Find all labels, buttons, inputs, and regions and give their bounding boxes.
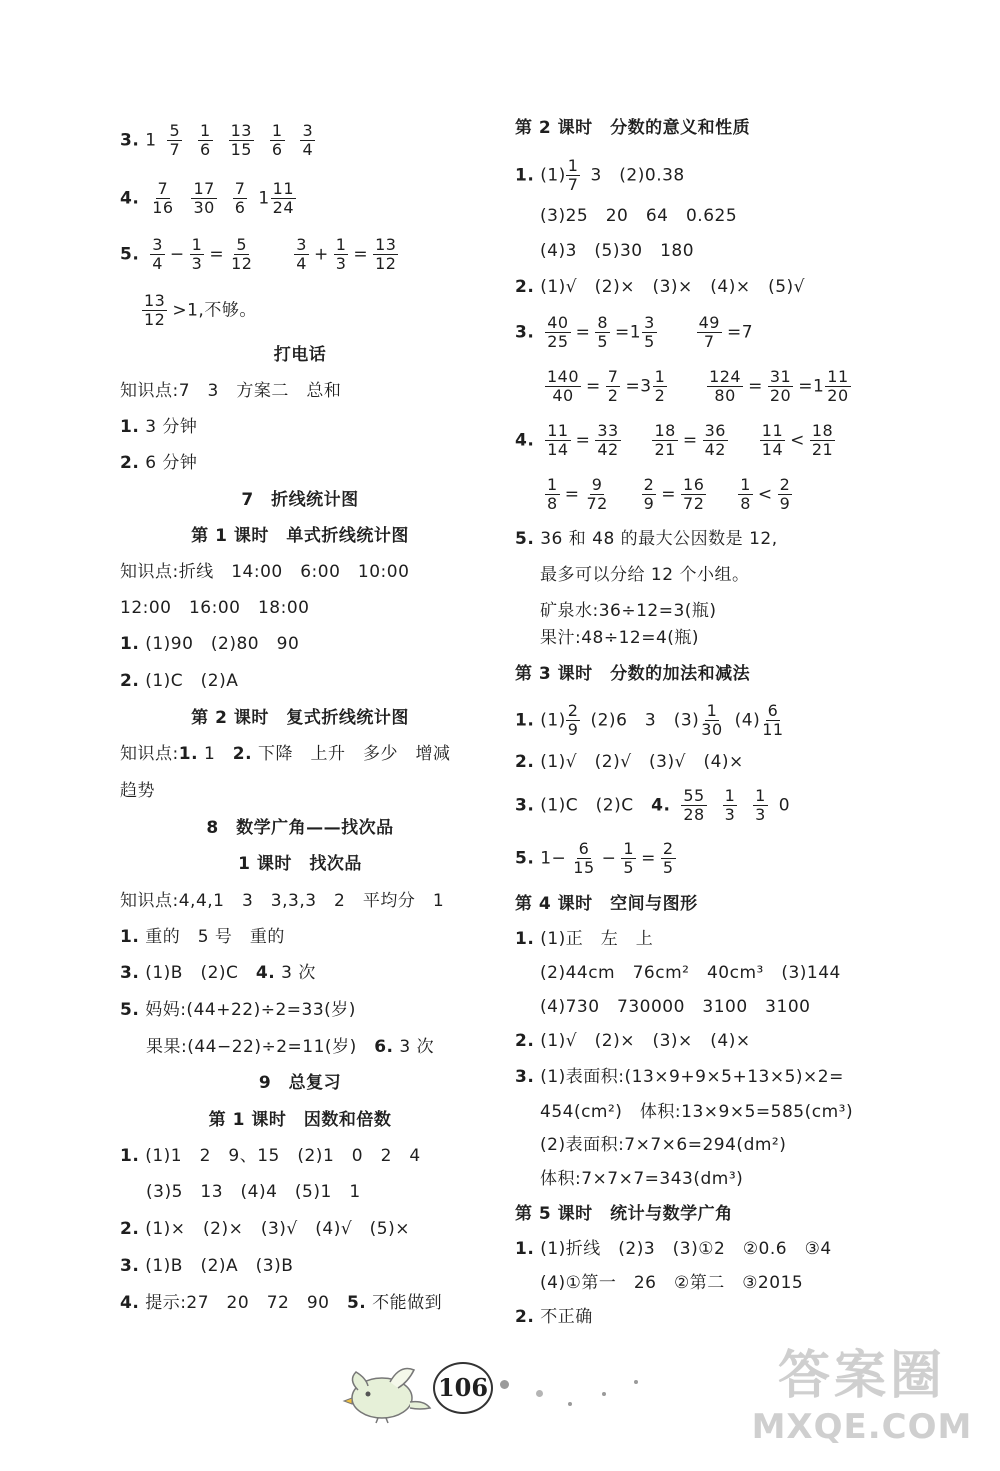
answer-line-cont: 果汁:48÷12=4(瓶) [540,628,700,648]
answer-line-cont: 矿泉水:36÷12=3(瓶) [540,601,717,621]
answer-line: 2. (1)× (2)× (3)√ (4)√ (5)× [120,1219,411,1239]
fraction: $\frac{11}{20}$ [827,367,849,405]
answer-line-cont: (4)3 (5)30 180 [540,241,695,261]
fraction: $\frac{1}{3}$ [191,235,203,273]
answer-line: 3. (1)表面积:(13×9+9×5+13×5)×2= [515,1067,844,1087]
answer-line: 3. (1)B (2)A (3)B [120,1256,294,1276]
chapter-heading: 8 数学广角——找次品 [206,818,394,838]
answer-line: 3. (1)B (2)C 4. 3 次 [120,963,316,983]
fraction: $\frac{8}{5}$ [597,313,608,351]
fraction: $\frac{1}{3}$ [335,235,347,273]
answer-line: 3. (1)C (2)C 4. $\frac{55}{28}$ $\frac{1}{3}$ $\frac{1}{3}$ 0 [515,786,791,824]
answer-line: 5. 36 和 48 的最大公因数是 12, [515,529,778,549]
fraction: $\frac{1}{3}$ [724,786,736,824]
answer-line-cont: 454(cm²) 体积:13×9×5=585(cm³) [540,1102,854,1122]
decorative-dot [536,1390,543,1397]
fraction: $\frac{13}{12}$ [375,235,397,273]
answer-line-cont: (4)730 730000 3100 3100 [540,997,811,1017]
section-heading: 打电话 [273,345,327,365]
fraction: $\frac{1}{30}$ [701,701,723,739]
fraction: $\frac{1}{8}$ [740,475,751,513]
fraction: $\frac{11}{14}$ [547,421,569,459]
answer-line: 2. (1)√ (2)× (3)× (4)× (5)√ [515,277,806,297]
answer-line: 2. 6 分钟 [120,453,198,473]
fraction: $\frac{1}{8}$ [547,475,558,513]
lesson-heading: 第 1 课时 因数和倍数 [208,1110,392,1130]
chapter-heading: 7 折线统计图 [241,490,359,510]
fraction: $\frac{18}{21}$ [654,421,676,459]
answer-line: 2. (1)√ (2)× (3)× (4)× [515,1031,751,1051]
fraction: $\frac{1}{5}$ [623,839,635,877]
fraction: $\frac{3}{5}$ [644,313,655,351]
fraction: $\frac{49}{7}$ [698,313,720,351]
lesson-heading: 第 5 课时 统计与数学广角 [515,1204,733,1224]
watermark: 答案圈 MXQE.COM [751,1346,973,1447]
fraction: $\frac{31}{20}$ [769,367,792,405]
answer-line: 5. 1− $\frac{6}{15}$ − $\frac{1}{5}$ = $\frac{2}{5}$ [515,839,674,877]
fraction: $\frac{7}{6}$ [234,179,246,217]
fraction: $\frac{2}{9}$ [643,475,655,513]
answer-line: 1. 重的 5 号 重的 [120,927,285,947]
answer-line: 2. 不正确 [515,1307,593,1327]
answer-4-fractions-cont: $\frac{1}{8}$ = $\frac{9}{72}$ $\frac{2}{9}$ = $\frac{16}{72}$ $\frac{1}{8}$ < $\frac{2}{9}$ [547,475,791,513]
knowledge-point: 知识点:折线 14:00 6:00 10:00 [120,562,410,582]
answer-line-cont: (2)表面积:7×7×6=294(dm²) [540,1135,787,1155]
answer-5-equation: 5. $\frac{3}{4}$ − $\frac{1}{3}$ = $\frac{5}{12}$ $\frac{3}{4}$ + $\frac{1}{3}$ = $\frac{13}{12}$ [120,235,397,273]
answer-line-cont: (4)①第一 26 ②第二 ③2015 [540,1273,804,1293]
fraction: $\frac{6}{15}$ [573,839,595,877]
knowledge-point-cont: 趋势 [120,781,155,801]
fraction: $\frac{124}{80}$ [709,367,742,405]
answer-line: 1. (1) $\frac{2}{9}$ (2)6 3 (3) $\frac{1}{30}$ (4) $\frac{6}{11}$ [515,701,784,739]
answer-line: 2. (1)C (2)A [120,671,239,691]
answer-line-cont: (2)44cm 76cm² 40cm³ (3)144 [540,963,841,983]
answer-line: 5. 妈妈:(44+22)÷2=33(岁) [120,1000,356,1020]
answer-4-fractions: 4. $\frac{7}{16}$ $\frac{17}{30}$ $\frac{7}{6}$ 1 $\frac{11}{24}$ [120,179,295,217]
answer-line-cont: (3)25 20 64 0.625 [540,206,738,226]
fraction: $\frac{40}{25}$ [547,313,569,351]
fraction: $\frac{5}{12}$ [231,235,253,273]
page-number: 106 [433,1362,493,1414]
lesson-heading: 第 2 课时 分数的意义和性质 [515,118,751,138]
answer-5-conclusion: $\frac{13}{12}$ >1,不够。 [144,291,257,329]
fraction: $\frac{11}{14}$ [761,421,784,459]
lesson-heading: 第 3 课时 分数的加法和减法 [515,664,751,684]
knowledge-point: 知识点:7 3 方案二 总和 [120,381,342,401]
fraction: $\frac{6}{11}$ [762,701,784,739]
fraction: $\frac{33}{42}$ [597,421,619,459]
answer-line-cont: (3)5 13 (4)4 (5)1 1 [146,1182,361,1202]
fraction: $\frac{1}{2}$ [654,367,666,405]
answer-3-fractions: 3. $\frac{40}{25}$ = $\frac{8}{5}$ =1 $\frac{3}{5}$ $\frac{49}{7}$ =7 [515,313,754,351]
fraction: $\frac{5}{7}$ [169,121,181,159]
decorative-dot [602,1392,606,1396]
answer-line: 1. (1) $\frac{1}{7}$ 3 (2)0.38 [515,156,685,194]
fraction: $\frac{7}{2}$ [607,367,619,405]
bird-icon [338,1360,434,1424]
knowledge-point-cont: 12:00 16:00 18:00 [120,598,310,618]
decorative-dot [634,1380,638,1384]
lesson-heading: 第 2 课时 复式折线统计图 [191,708,409,728]
answer-line: 1. (1)1 2 9、15 (2)1 0 2 4 [120,1146,421,1166]
answer-3-fractions-cont: $\frac{140}{40}$ = $\frac{7}{2}$ =3 $\frac{1}{2}$ $\frac{124}{80}$ = $\frac{31}{20}$ =1 $\frac{11}{20}$ [547,367,849,405]
fraction: $\frac{2}{5}$ [662,839,674,877]
fraction: $\frac{55}{28}$ [683,786,705,824]
fraction: $\frac{13}{15}$ [230,121,252,159]
fraction: $\frac{3}{4}$ [296,235,307,273]
fraction: $\frac{9}{72}$ [586,475,608,513]
fraction: $\frac{18}{21}$ [811,421,834,459]
fraction: $\frac{1}{7}$ [567,156,579,194]
fraction: $\frac{36}{42}$ [704,421,726,459]
fraction: $\frac{3}{4}$ [302,121,314,159]
fraction: $\frac{2}{9}$ [779,475,791,513]
answer-3-fractions: 3. 1 $\frac{5}{7}$ $\frac{1}{6}$ $\frac{13}{15}$ $\frac{1}{6}$ $\frac{3}{4}$ [120,121,314,159]
knowledge-point: 知识点:1. 1 2. 下降 上升 多少 增减 [120,744,451,764]
answer-line: 1. (1)正 左 上 [515,929,654,949]
fraction: $\frac{16}{72}$ [683,475,705,513]
fraction: $\frac{11}{24}$ [272,179,295,217]
fraction: $\frac{17}{30}$ [193,179,215,217]
answer-4-fractions: 4. $\frac{11}{14}$ = $\frac{33}{42}$ $\frac{18}{21}$ = $\frac{36}{42}$ $\frac{11}{14}$ < $\frac{18}{21}$ [515,421,834,459]
answer-line: 1. (1)90 (2)80 90 [120,634,300,654]
fraction: $\frac{3}{4}$ [152,235,163,273]
page-footer [330,1340,710,1430]
decorative-dot [500,1380,509,1389]
fraction: $\frac{140}{40}$ [547,367,580,405]
answer-line: 2. (1)√ (2)√ (3)√ (4)× [515,752,744,772]
fraction: $\frac{13}{12}$ [144,291,166,329]
fraction: $\frac{2}{9}$ [567,701,579,739]
answer-line-cont: 果果:(44−22)÷2=11(岁) 6. 3 次 [146,1037,435,1057]
answer-line: 4. 提示:27 20 72 90 5. 不能做到 [120,1293,443,1313]
lesson-heading: 第 4 课时 空间与图形 [515,894,698,914]
chapter-heading: 9 总复习 [258,1073,342,1093]
fraction: $\frac{7}{16}$ [152,179,174,217]
fraction: $\frac{1}{6}$ [271,121,283,159]
lesson-heading: 第 1 课时 单式折线统计图 [191,526,409,546]
answer-line: 1. 3 分钟 [120,417,198,437]
fraction: $\frac{1}{3}$ [755,786,766,824]
answer-line: 1. (1)折线 (2)3 (3)①2 ②0.6 ③4 [515,1239,832,1259]
answer-line-cont: 最多可以分给 12 个小组。 [540,565,750,585]
answer-line-cont: 体积:7×7×7=343(dm³) [540,1169,744,1189]
fraction: $\frac{1}{6}$ [200,121,211,159]
lesson-heading: 1 课时 找次品 [238,854,362,874]
decorative-dot [568,1402,572,1406]
knowledge-point: 知识点:4,4,1 3 3,3,3 2 平均分 1 [120,891,445,911]
